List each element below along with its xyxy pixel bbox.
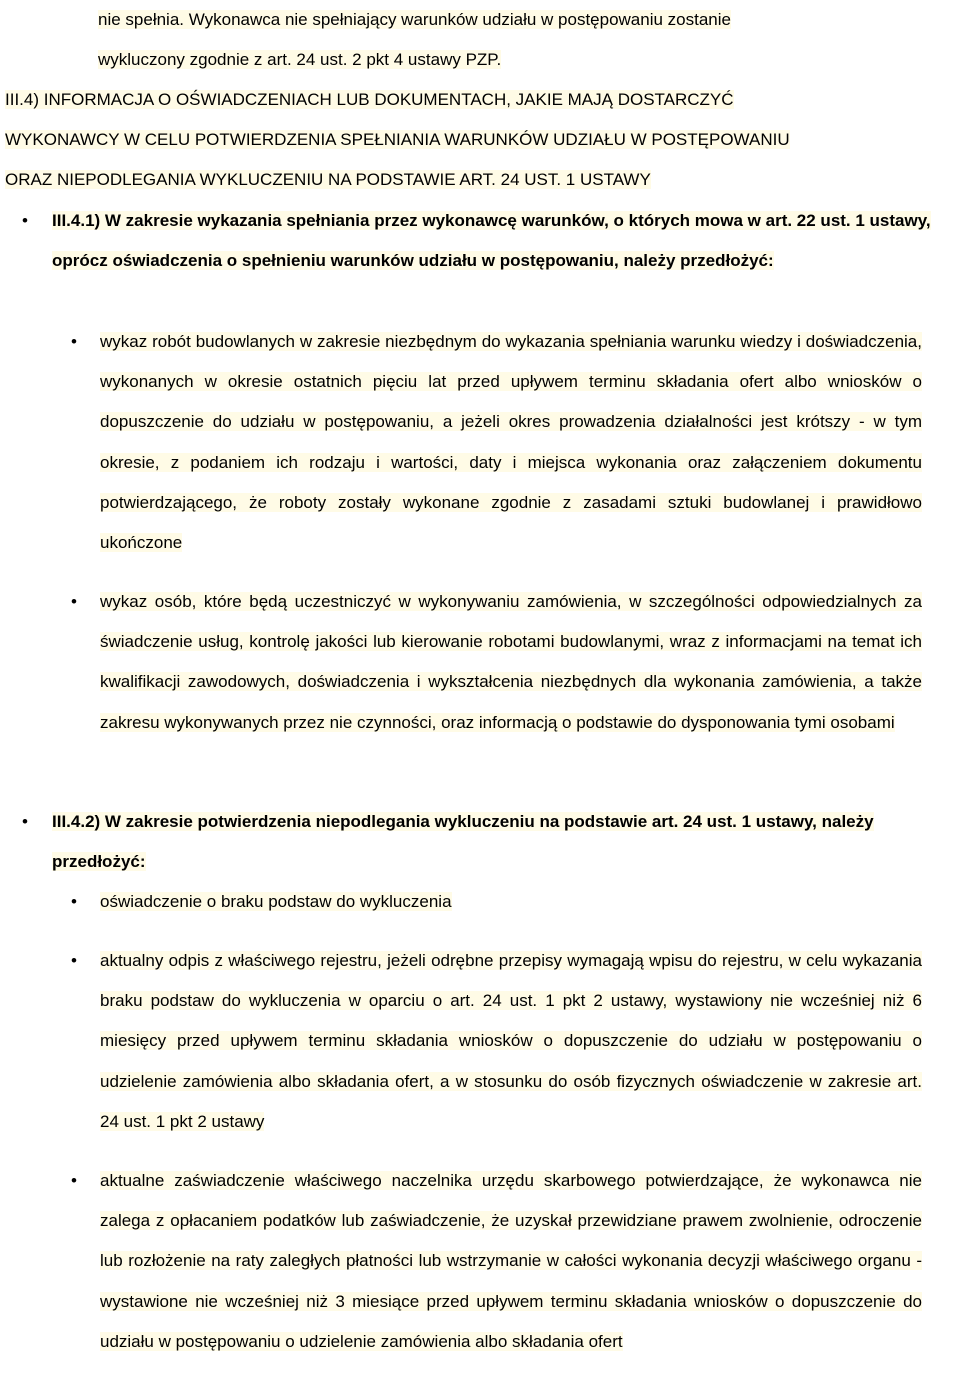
bullet-marker: • <box>71 1171 77 1190</box>
top-paragraph-line-1: nie spełnia. Wykonawca nie spełniający warunków udziału w postępowaniu zostanie <box>98 10 731 29</box>
list-item: aktualne zaświadczenie właściwego naczelnika urzędu skarbowego potwierdzające, że wykonawca nie zalega z opłacaniem podatków lub zaświadczenie, że uzyskał przewidziane prawem zwolnienie, odroczenie lub rozłożenie na raty zaległych płatności lub wstrzymanie w całości wykonania decyzji właściwego organu - wystawione nie wcześniej niż 3 miesiące przed upływem terminu składania wniosków o dopuszczenie do udziału w postępowaniu o udzielenie zamówienia albo składania ofert <box>100 1171 922 1351</box>
bullet-marker: • <box>71 951 77 970</box>
bullet-marker: • <box>22 812 28 831</box>
subsection-heading-2: III.4.2) W zakresie potwierdzenia niepodlegania wykluczeniu na podstawie art. 24 ust. 1 ustawy, należy przedłożyć: <box>52 812 874 872</box>
bullet-marker: • <box>71 892 77 911</box>
list-item: aktualny odpis z właściwego rejestru, jeżeli odrębne przepisy wymagają wpisu do rejestru, w celu wykazania braku podstaw do wykluczenia w oparciu o art. 24 ust. 1 pkt 2 ustawy, wystawiony nie wcześniej niż 6 miesięcy przed upływem terminu składania wniosków o dopuszczenie do udziału w postępowaniu o udzielenie zamówienia albo składania ofert, a w stosunku do osób fizycznych oświadczenie w zakresie art. 24 ust. 1 pkt 2 ustawy <box>100 951 922 1131</box>
section-heading-line-2: WYKONAWCY W CELU POTWIERDZENIA SPEŁNIANIA WARUNKÓW UDZIAŁU W POSTĘPOWANIU <box>5 130 790 150</box>
bullet-marker: • <box>22 211 28 230</box>
section-heading-line-1: III.4) INFORMACJA O OŚWIADCZENIACH LUB DOKUMENTACH, JAKIE MAJĄ DOSTARCZYĆ <box>5 90 734 109</box>
list-item: wykaz robót budowlanych w zakresie niezbędnym do wykazania spełniania warunku wiedzy i doświadczenia, wykonanych w okresie ostatnich pięciu lat przed upływem terminu składania ofert albo wniosków o dopuszczenie do udziału w postępowaniu, a jeżeli okres prowadzenia działalności jest krótszy - w tym okresie, z podaniem ich rodzaju i wartości, daty i miejsca wykonania oraz załączeniem dokumentu potwierdzającego, że roboty zostały wykonane zgodnie z zasadami sztuki budowlanej i prawidłowo ukończone <box>100 332 922 553</box>
bullet-marker: • <box>71 332 77 351</box>
top-paragraph-line-2: wykluczony zgodnie z art. 24 ust. 2 pkt 4 ustawy PZP. <box>98 50 502 70</box>
top-paragraph <box>98 0 938 80</box>
list-item: oświadczenie o braku podstaw do wykluczenia <box>100 892 452 911</box>
section-heading-line-3: ORAZ NIEPODLEGANIA WYKLUCZENIU NA PODSTAWIE ART. 24 UST. 1 USTAWY <box>5 170 651 190</box>
section-heading <box>5 80 955 201</box>
bullet-marker: • <box>71 592 77 611</box>
subsection-heading-1: III.4.1) W zakresie wykazania spełniania przez wykonawcę warunków, o których mowa w art. 22 ust. 1 ustawy, oprócz oświadczenia o spełnieniu warunków udziału w postępowaniu, należy przedłożyć: <box>52 211 931 271</box>
list-item: wykaz osób, które będą uczestniczyć w wykonywaniu zamówienia, w szczególności odpowiedzialnych za świadczenie usług, kontrolę jakości lub kierowanie robotami budowlanymi, wraz z informacjami na temat ich kwalifikacji zawodowych, doświadczenia i wykształcenia niezbędnych dla wykonania zamówienia, a także zakresu wykonywanych przez nie czynności, oraz informacją o podstawie do dysponowania tymi osobami <box>100 592 922 732</box>
